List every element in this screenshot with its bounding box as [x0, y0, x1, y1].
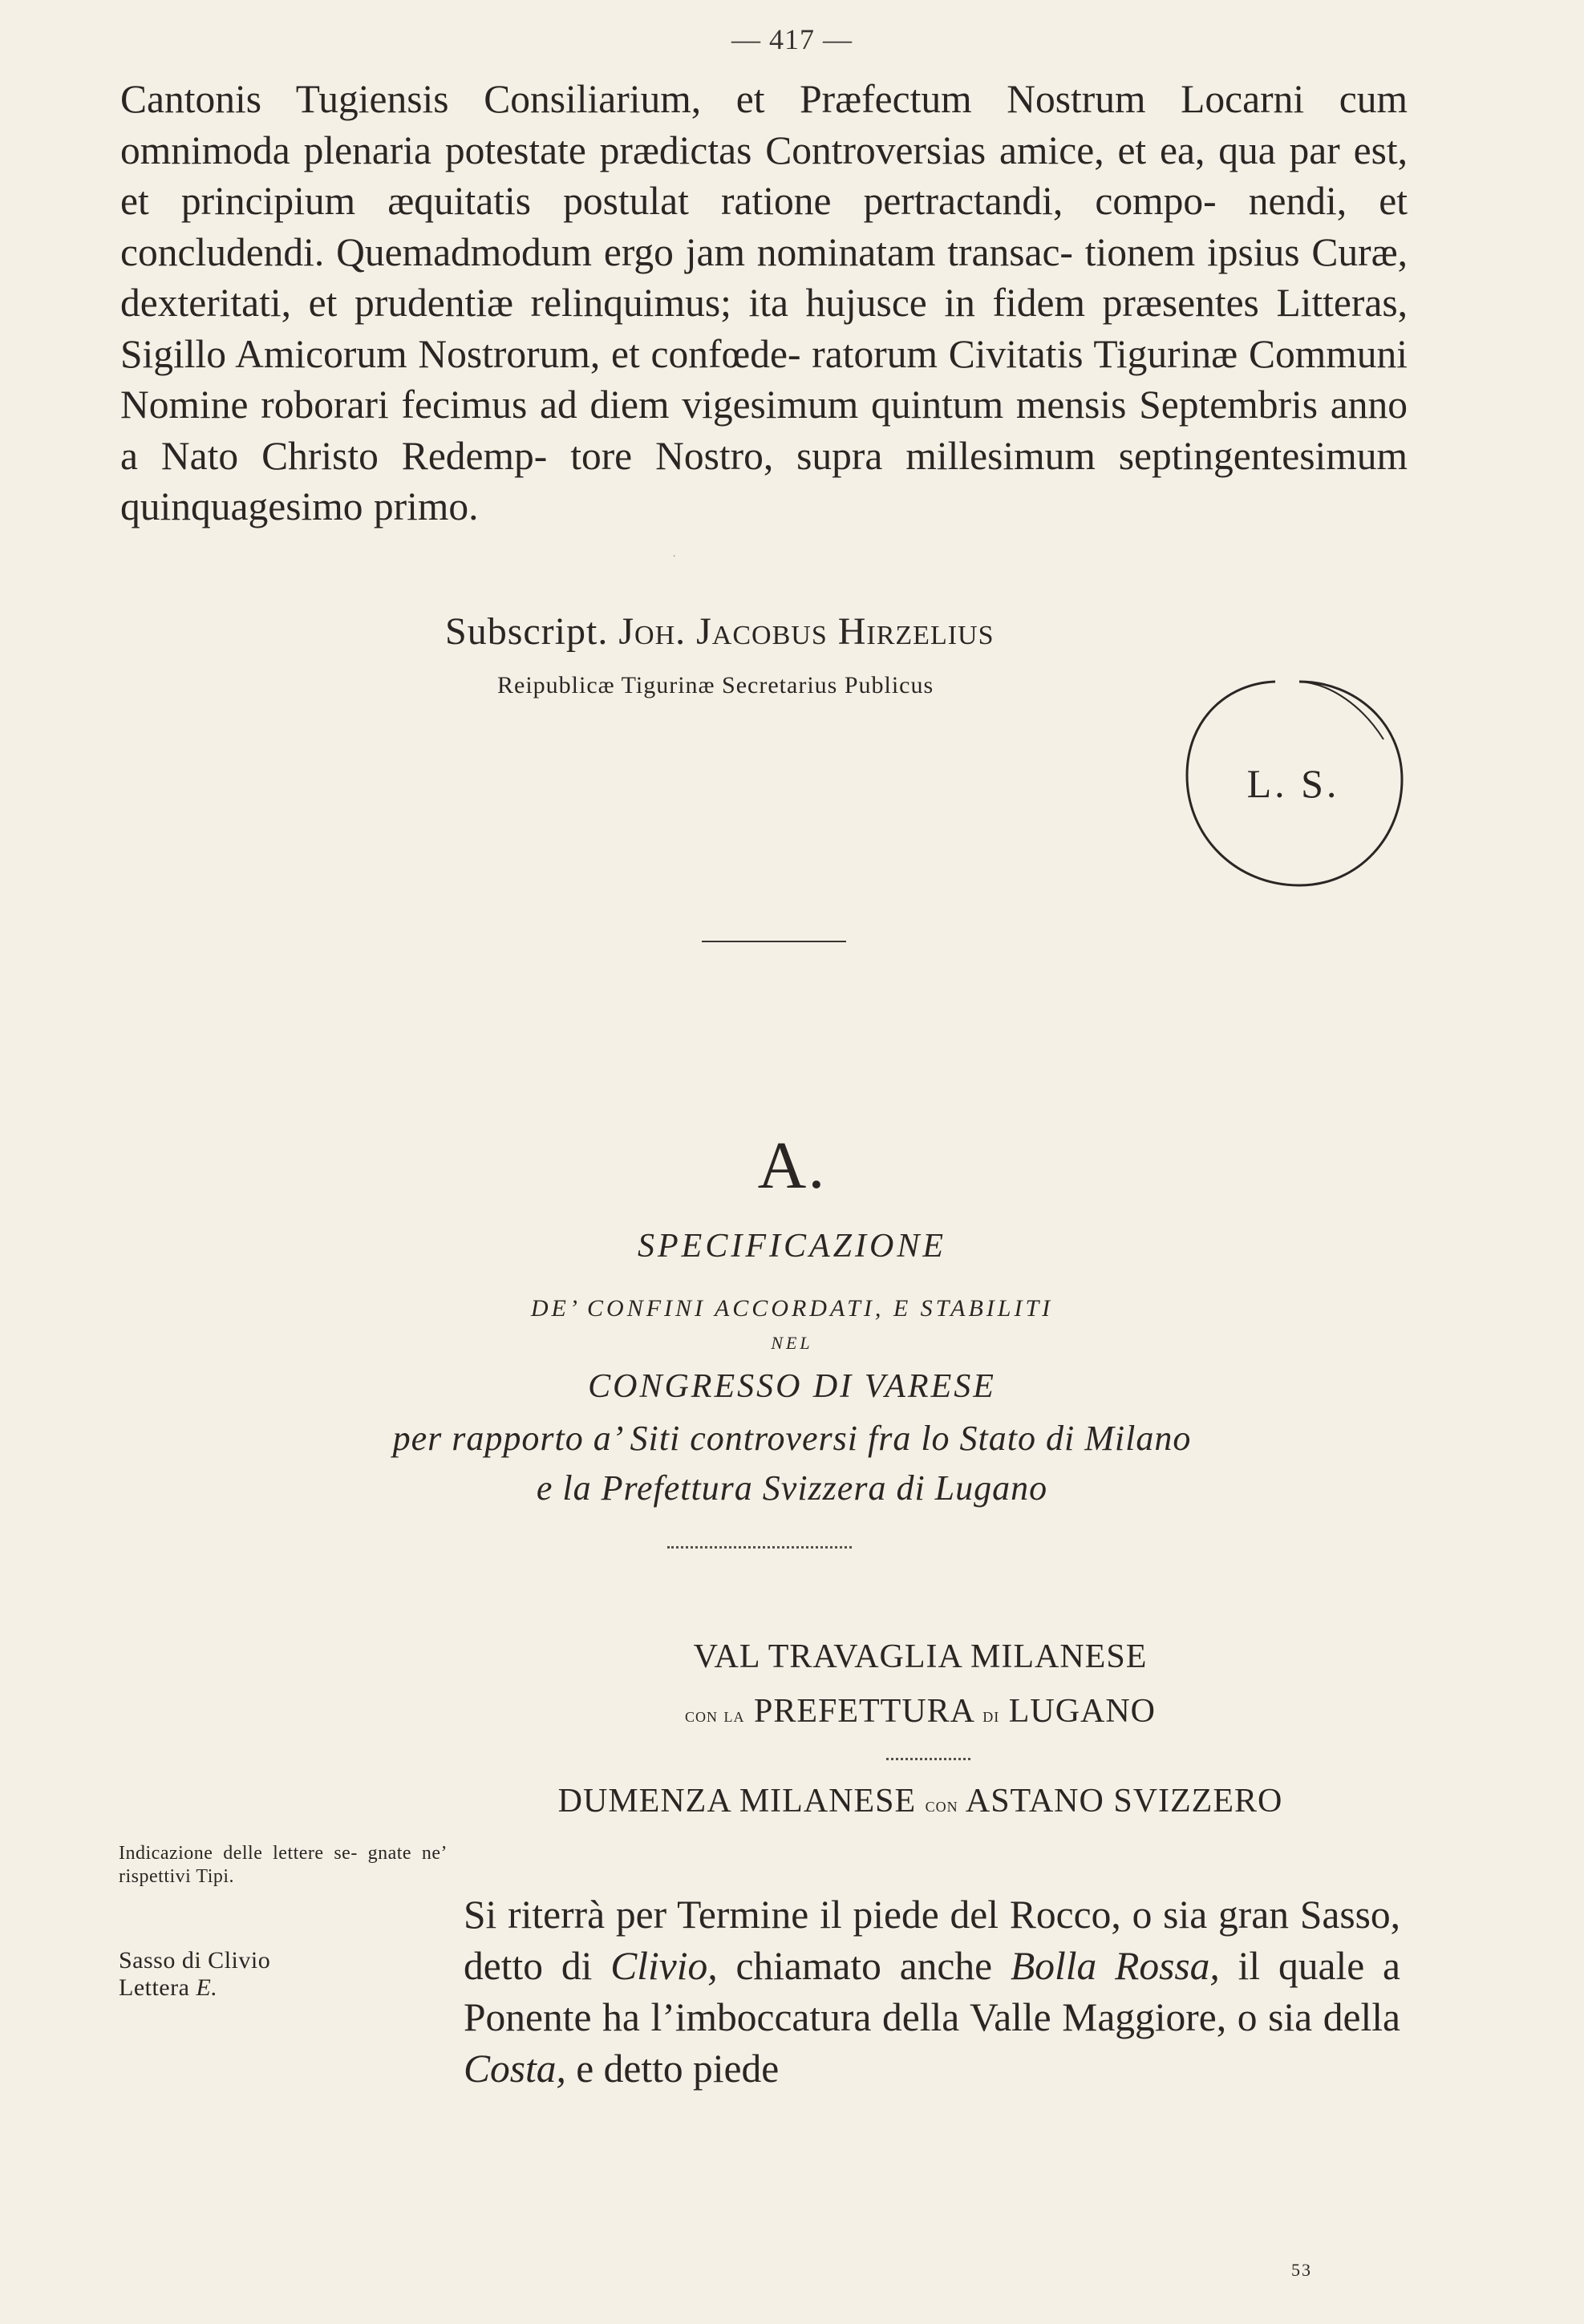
- margin-note-sasso: [119, 1947, 448, 2002]
- margin-note-indicazione: Indicazione delle lettere se- gnate ne’ rispettivi Tipi.: [119, 1843, 448, 1887]
- signatory-name: Joh. Jacobus Hirzelius: [618, 610, 995, 653]
- page-number: — 417 —: [731, 23, 853, 55]
- dotted-divider: [667, 1546, 852, 1549]
- subheading-di: di: [982, 1703, 1000, 1727]
- signature-mark: 53: [1291, 2260, 1312, 2280]
- main-text-part4: e detto piede: [565, 2047, 780, 2091]
- main-text-costa: Costa,: [464, 2047, 566, 2091]
- subheading-prefettura: PREFETTURA: [753, 1693, 974, 1730]
- opening-paragraph: Cantonis Tugiensis Consiliarium, et Præfectum Nostrum Locarni cum omnimoda plenaria potestate prædictas Controversias amice, et ea, qua par est, et principium æquitatis postulat ratione pertractandi, compo- nendi, et concludendi. Quemadmodum ergo jam nominatam transac- tionem ipsius Curæ, dexteritati, et prudentiæ relinquimus; ita hujusce in fidem præsentes Litteras, Sigillo Amicorum Nostrorum, et confœde- ratorum Civitatis Tigurinæ Communi Nomine roborari fecimus ad diem vigesimum quintum mensis Septembris anno a Nato Christo Redemp- tore Nostro, supra millesimum septingentesimum quinquagesimo primo.: [120, 77, 1408, 528]
- heading-prefettura: e la Prefettura Svizzera di Lugano: [536, 1468, 1048, 1508]
- main-text-part3: il quale a Ponente ha l’imboccatura della Valle Maggiore, o sia della: [464, 1944, 1400, 2039]
- subheading-val-travaglia: VAL TRAVAGLIA MILANESE: [693, 1638, 1148, 1675]
- heading-congresso: CONGRESSO DI VARESE: [588, 1368, 996, 1405]
- signatory-title: Reipublicæ Tigurinæ Secretarius Publicus: [497, 672, 934, 698]
- main-text-part1: Si riterrà per Termine il piede del Rocco, o sia gran Sasso, detto di: [464, 1893, 1400, 1988]
- main-text-bolla-rossa: Bolla Rossa,: [1011, 1944, 1220, 1988]
- heading-rapporto: per rapporto a’ Siti controversi fra lo Stato di Milano: [392, 1419, 1192, 1458]
- heading-nel: NEL: [771, 1333, 813, 1353]
- subheading-con-la: con la: [684, 1703, 745, 1727]
- subscription-prefix: Subscript.: [445, 610, 609, 653]
- subheading-lugano: LUGANO: [1008, 1693, 1157, 1730]
- main-text-part2: chiamato anche: [717, 1944, 1011, 1988]
- subheading-astano: ASTANO SVIZZERO: [965, 1783, 1283, 1820]
- subheading-dumenza-astano: [0, 1782, 1584, 1820]
- heading-specificazione: SPECIFICAZIONE: [638, 1228, 946, 1265]
- margin-note-lettera: Lettera: [119, 1974, 196, 2001]
- subheading-con: con: [925, 1793, 958, 1816]
- main-text-clivio: Clivio,: [610, 1944, 718, 1988]
- dotted-divider-small: [886, 1758, 970, 1760]
- margin-note-sasso-line2: [119, 1974, 448, 2002]
- subheading-dumenza: DUMENZA MILANESE: [557, 1783, 917, 1820]
- subscription-line: [445, 609, 995, 654]
- margin-note-sasso-line1: Sasso di Clivio: [119, 1947, 271, 1974]
- heading-confini: DE’ CONFINI ACCORDATI, E STABILITI: [530, 1295, 1054, 1322]
- section-divider: [702, 941, 846, 942]
- ink-speck: ˙: [672, 553, 677, 567]
- subheading-prefettura-lugano: [0, 1692, 1584, 1731]
- margin-note-letter-e: E.: [196, 1974, 218, 2001]
- main-paragraph: [464, 1889, 1400, 2095]
- section-letter: A.: [757, 1128, 827, 1203]
- seal-label: L. S.: [1246, 761, 1340, 806]
